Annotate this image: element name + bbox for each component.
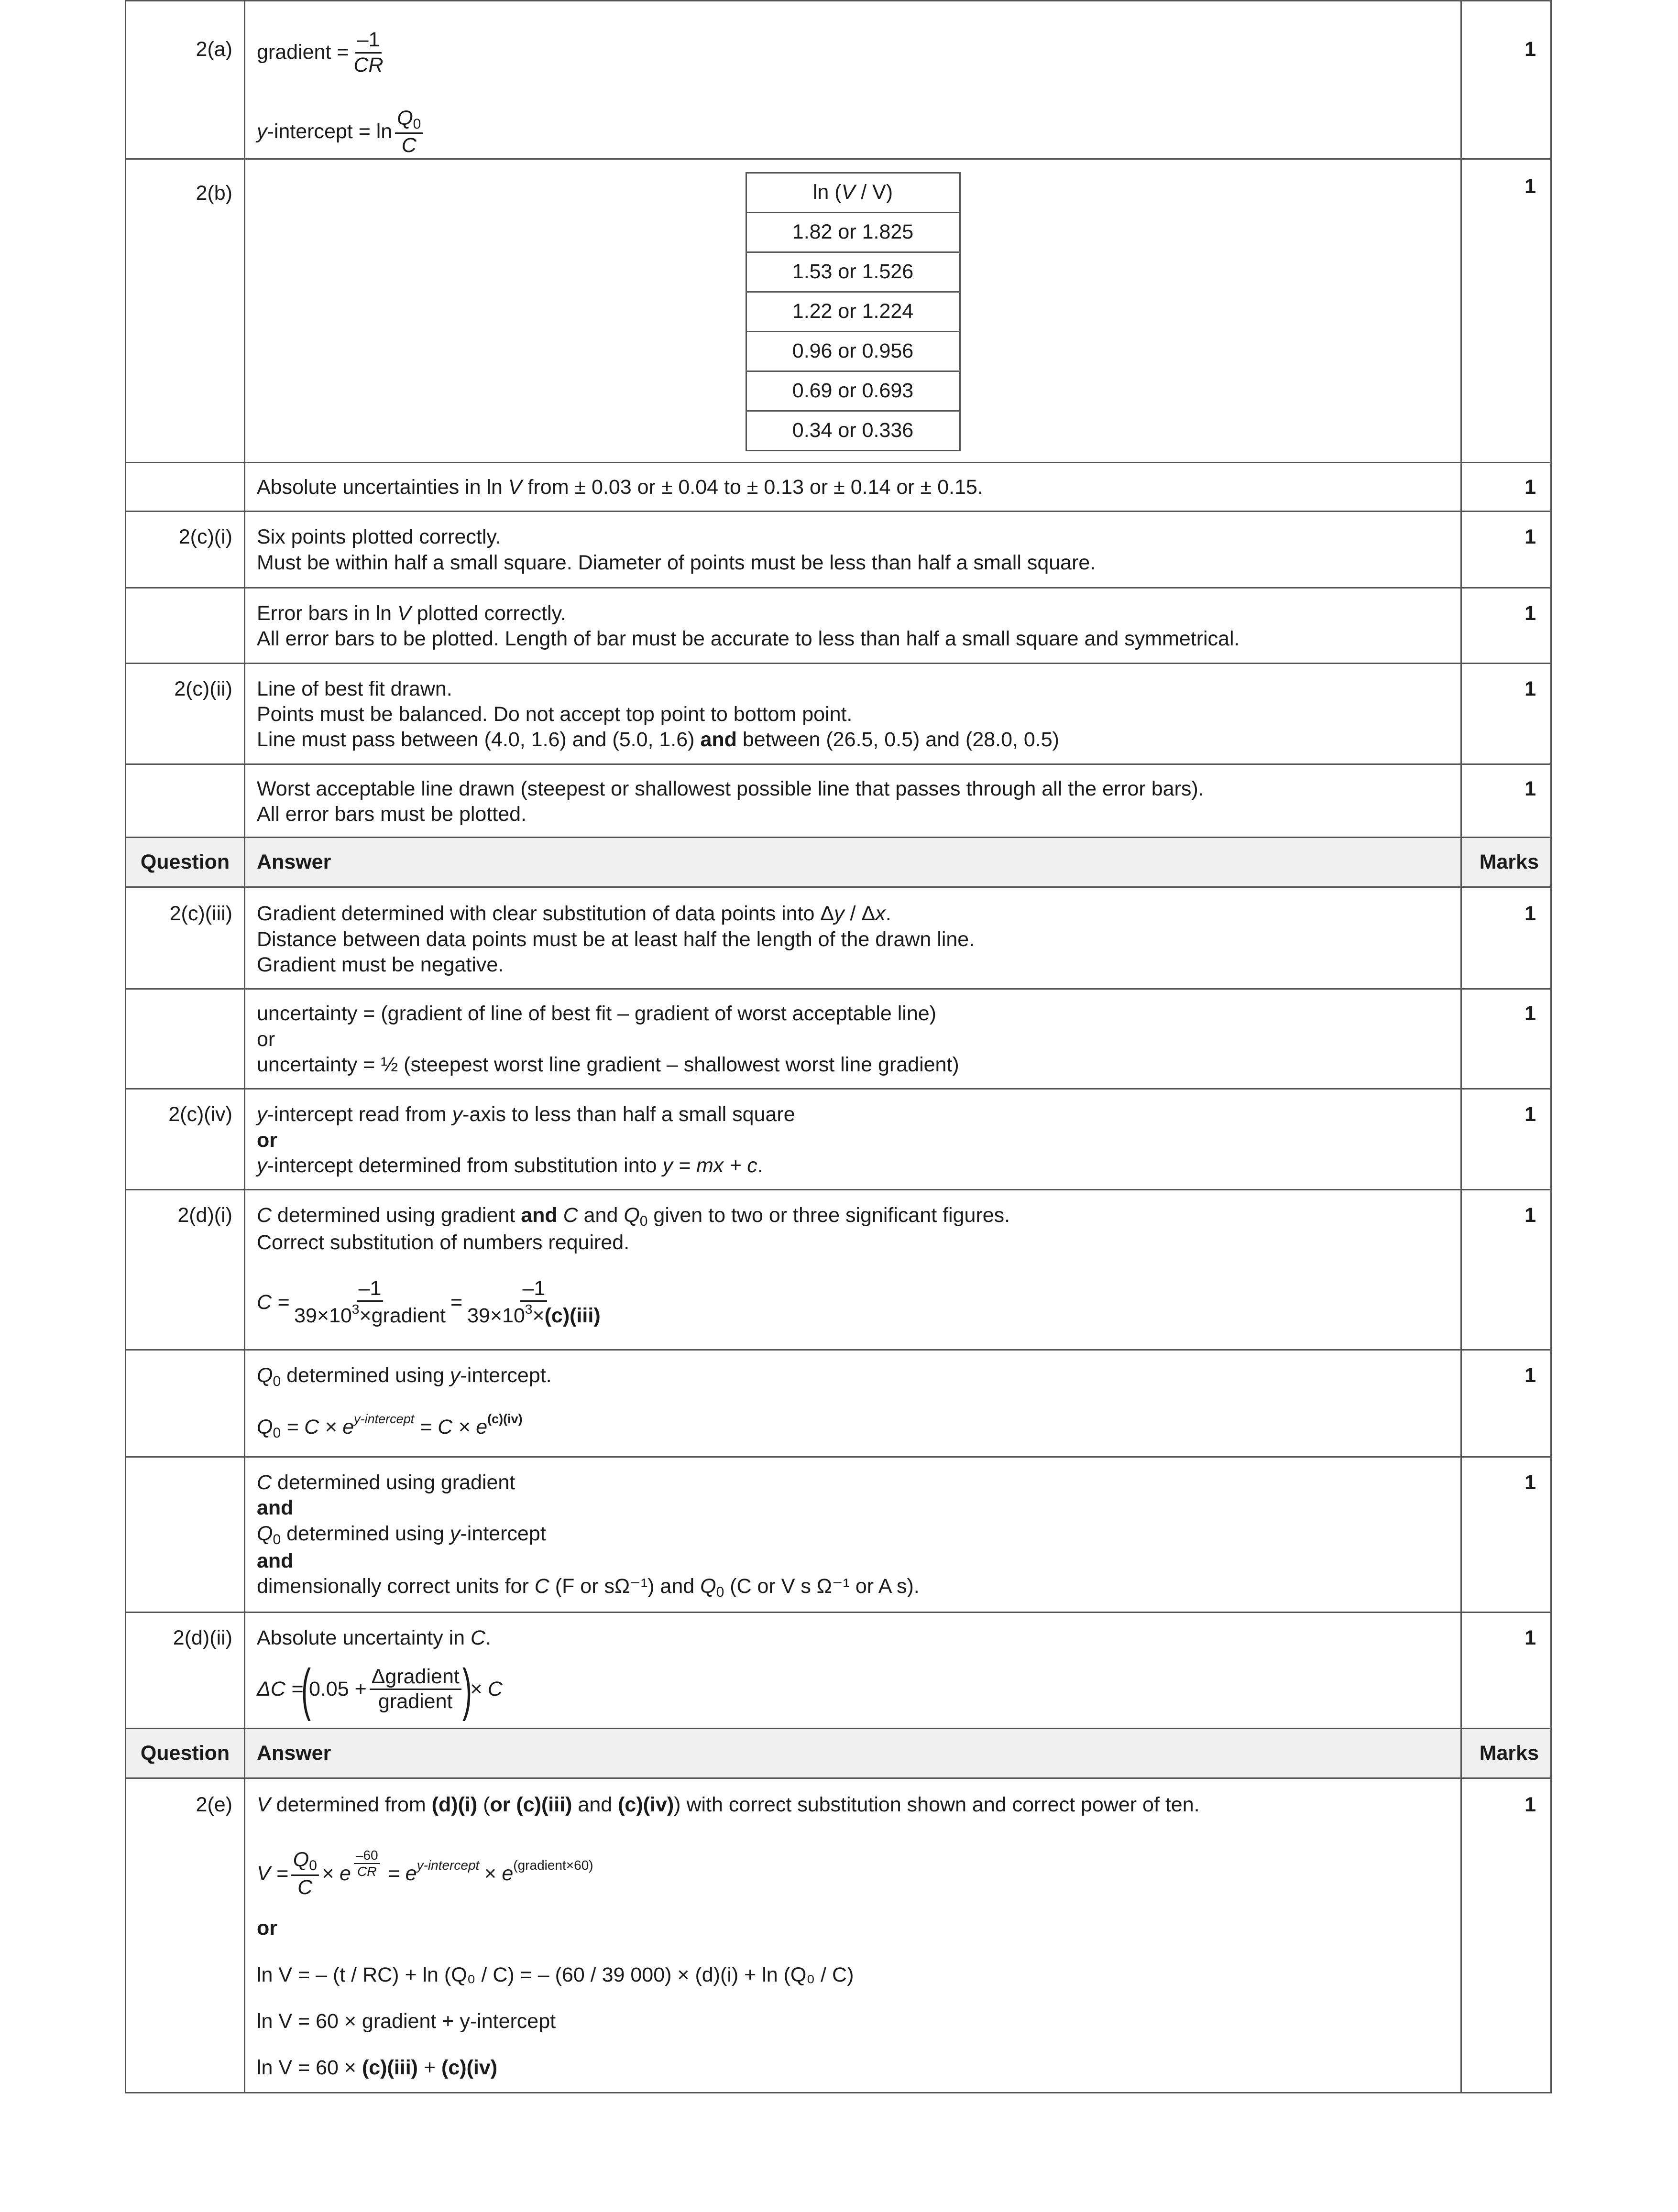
header-marks: Marks (1461, 1728, 1551, 1778)
mark-2e: 1 (1461, 1778, 1551, 2093)
table-header (126, 838, 1551, 887)
mark-2ci-error-bars: 1 (1461, 588, 1551, 663)
question-2b: 2(b) (126, 159, 245, 463)
row-2ci-error-bars: Error bars in ln V plotted correctly. All error bars to be plotted. Length of bar must be accurate to less than half a small square and symmetrical. 1 (126, 588, 1551, 663)
ln-v-value: 1.22 or 1.224 (746, 292, 960, 332)
row-2di-Q0: $Q_0$ determined using y-intercept. $Q_0 = C \times e^{y-intercept} = C \times e^{(c)(iv)}$ 1 (126, 1350, 1551, 1457)
question-2ciii: 2(c)(iii) (126, 887, 245, 989)
mark-2di-C: 1 (1461, 1190, 1551, 1350)
ln-v-value: 1.82 or 1.825 (746, 213, 960, 252)
header-marks: Marks (1461, 838, 1551, 887)
ln-v-expression-2: ln V = 60 × gradient + y-intercept (257, 2009, 556, 2033)
mark-2b: 1 (1461, 159, 1551, 463)
ln-v-table (746, 172, 961, 451)
gradient-fraction: $\frac{-1}{CR}$ (353, 28, 384, 76)
row-2a (126, 1, 1551, 159)
ln-v-value: 1.53 or 1.526 (746, 252, 960, 292)
row-2di-units: C determined using gradient and $Q_0$ determined using y-intercept and dimensionally correct units for C (F or sΩ⁻¹) and $Q_0$ (C or V s Ω⁻¹ or A s). 1 (126, 1457, 1551, 1613)
delta-c-equation: ΔC = ( 0.05 + $\frac{\text{Δgradient}}{\text{gradient}}$ ) × C (257, 1657, 503, 1722)
ln-v-expression-3: ln V = 60 × (c)(iii) + (c)(iv) (257, 2056, 498, 2080)
mark-2di-Q0: 1 (1461, 1350, 1551, 1457)
y-intercept-fraction: $\frac{Q_0}{C}$ (395, 107, 423, 158)
mark-2ci-points: 1 (1461, 512, 1551, 588)
question-2dii: 2(d)(ii) (126, 1613, 245, 1728)
mark-2ciii-uncertainty: 1 (1461, 989, 1551, 1089)
voltage-equation: V = $\frac{Q_0}{C}$ × e $\frac{-60}{CR}$ = e y-intercept × e (gradient×60) (257, 1847, 593, 1899)
ln-v-expression-1: ln V = – (t / RC) + ln (Q₀ / C) = – (60 / 39 000) × (d)(i) + ln (Q₀ / C) (257, 1963, 854, 1986)
ln-v-value: 0.34 or 0.336 (746, 411, 960, 451)
gradient-expression: gradient = $\frac{-1}{CR}$ (257, 37, 1449, 68)
row-2cii: 2(c)(ii) Line of best fit drawn. Points must be balanced. Do not accept top point to bottom point. Line must pass between (4.0, 1.6) and (5.0, 1.6) and between (26.5, 0.5) and (28.0, 0.5) 1 (126, 663, 1551, 764)
uncertainty-answer: Absolute uncertainties in ln V from ± 0.03 or ± 0.04 to ± 0.13 or ± 0.14 or ± 0.15. (245, 463, 1461, 512)
header-question: Question (126, 1728, 245, 1778)
row-2cii-worst-line: Worst acceptable line drawn (steepest or shallowest possible line that passes through all the error bars). All error bars must be plotted. 1 (126, 764, 1551, 838)
header-answer: Answer (245, 838, 1461, 887)
mark-2dii: 1 (1461, 1613, 1551, 1728)
row-2ciii-uncertainty: uncertainty = (gradient of line of best fit – gradient of worst acceptable line) or uncertainty = ½ (steepest worst line gradient – shallowest worst line gradient) 1 (126, 989, 1551, 1089)
ln-v-value: 0.96 or 0.956 (746, 332, 960, 371)
y-intercept-expression: y -intercept = ln $\frac{Q_0}{C}$ (257, 116, 1449, 148)
table-header (126, 1728, 1551, 1778)
question-2civ: 2(c)(iv) (126, 1089, 245, 1190)
header-question: Question (126, 838, 245, 887)
question-2e: 2(e) (126, 1778, 245, 2093)
mark-2a: 1 (1461, 1, 1551, 159)
row-2b-uncertainty (126, 463, 1551, 512)
mark-scheme-table (125, 0, 1552, 2093)
mark-2cii-best-fit: 1 (1461, 663, 1551, 764)
mark-2cii-worst-line: 1 (1461, 764, 1551, 838)
row-2e: 2(e) V determined from (d)(i) (or (c)(iii) and (c)(iv)) with correct substitution shown and correct power of ten. V = $\frac{Q_0}{C}$ × e $\frac{-60}{CR}$ = e y-intercept × e (gradient×60) or ln V = – (t / RC) + ln (Q₀ / C) = – (60 / 39 000) × (d)(i) + ln (Q₀ / C) ln V = 60 × gradient + y-intercept ln V = 60 × (c)(iii) + (c)(iv) 1 (126, 1778, 1551, 2093)
question-2cii: 2(c)(ii) (126, 663, 245, 764)
mark-2ciii-gradient: 1 (1461, 887, 1551, 989)
mark-2di-units: 1 (1461, 1457, 1551, 1613)
ln-v-value: 0.69 or 0.693 (746, 371, 960, 411)
row-2dii: 2(d)(ii) Absolute uncertainty in C. ΔC = ( 0.05 + $\frac{\text{Δgradient}}{\text{gradient}}$ ) × C 1 (126, 1613, 1551, 1728)
row-2b (126, 159, 1551, 463)
ln-v-header: ln (V / V) (746, 173, 960, 213)
q0-equation: $Q_0 = C \times e^{y-intercept} = C \times e^{(c)(iv)}$ (257, 1411, 523, 1441)
row-2civ: 2(c)(iv) y-intercept read from y-axis to less than half a small square or y-intercept determined from substitution into y = mx + c. 1 (126, 1089, 1551, 1190)
row-2ci: 2(c)(i) Six points plotted correctly. Must be within half a small square. Diameter of points must be less than half a small square. 1 (126, 512, 1551, 588)
row-2di: 2(d)(i) C determined using gradient and C and $Q_0$ given to two or three significant figures. Correct substitution of numbers required. C = $\frac{-1}{39\times 10^3\times gradient}$ = $\frac{-1}{39\times 10^3\times(c)(iii)}$ 1 (126, 1190, 1551, 1350)
row-2ciii: 2(c)(iii) Gradient determined with clear substitution of data points into Δy / Δx. Distance between data points must be at least half the length of the drawn line. Gradient must be negative. 1 (126, 887, 1551, 989)
mark-2civ: 1 (1461, 1089, 1551, 1190)
capacitance-equation: C = $\frac{-1}{39\times 10^3\times gradient}$ = $\frac{-1}{39\times 10^3\times(c)(iii)}$ (257, 1276, 601, 1328)
question-2a: 2(a) (126, 1, 245, 159)
header-answer: Answer (245, 1728, 1461, 1778)
question-2di: 2(d)(i) (126, 1190, 245, 1350)
question-2ci: 2(c)(i) (126, 512, 245, 588)
mark-2b-uncertainty: 1 (1461, 463, 1551, 512)
